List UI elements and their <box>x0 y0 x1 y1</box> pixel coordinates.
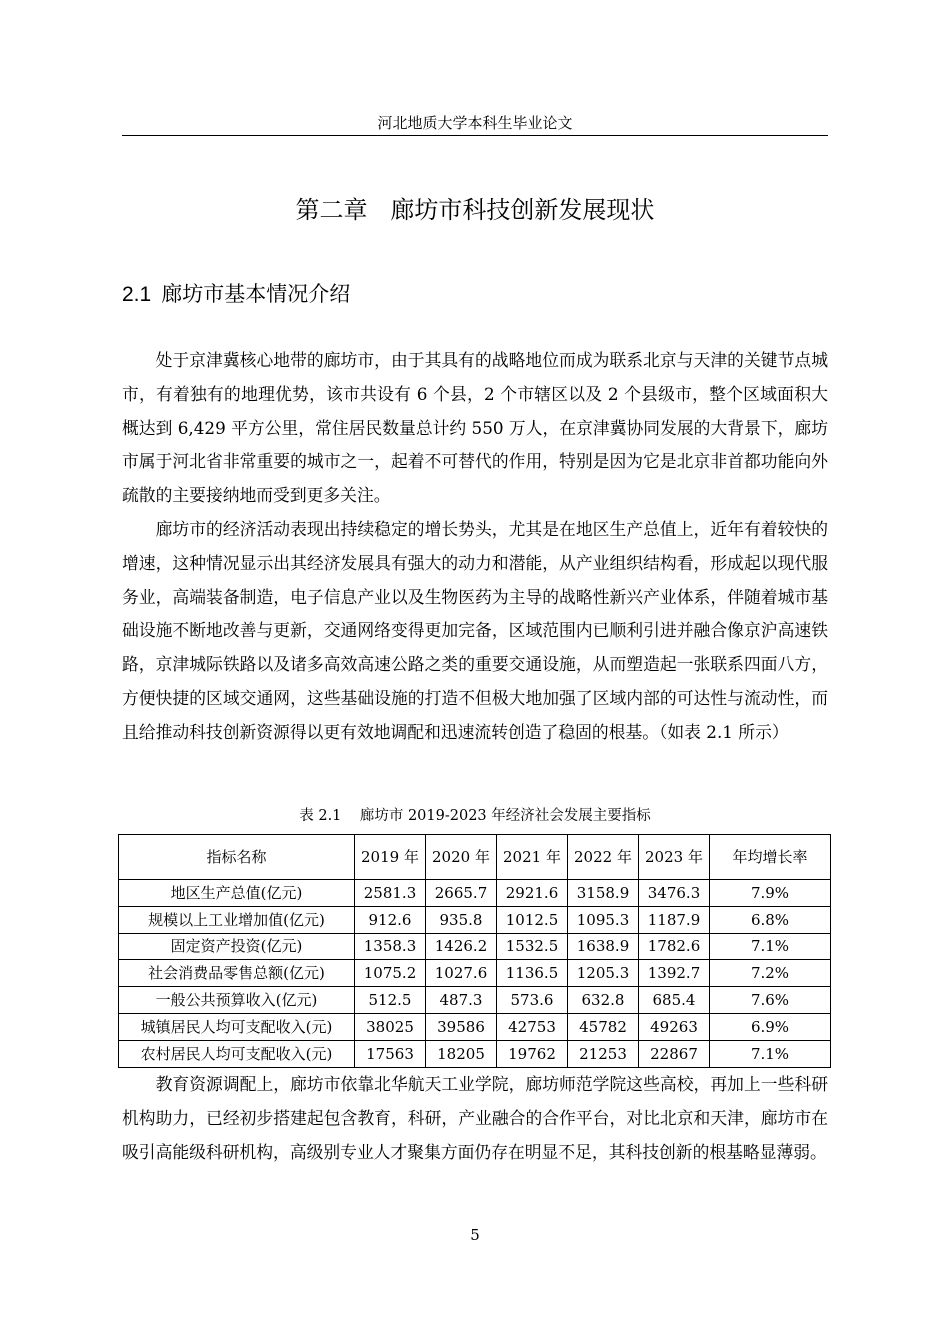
table-cell: 3476.3 <box>639 880 710 907</box>
table-row <box>119 987 831 1014</box>
table-cell: 地区生产总值(亿元) <box>119 880 355 907</box>
table-cell: 城镇居民人均可支配收入(元) <box>119 1013 355 1040</box>
table-cell: 1532.5 <box>497 933 568 960</box>
table-cell: 912.6 <box>355 906 426 933</box>
table-header-row <box>119 835 831 880</box>
column-header: 2021 年 <box>497 835 568 880</box>
chapter-title: 第二章 廊坊市科技创新发展现状 <box>295 196 655 224</box>
table-cell: 1012.5 <box>497 906 568 933</box>
table-row <box>119 1040 831 1067</box>
table-cell: 39586 <box>426 1013 497 1040</box>
table-cell: 935.8 <box>426 906 497 933</box>
column-header: 2020 年 <box>426 835 497 880</box>
table-cell: 22867 <box>639 1040 710 1067</box>
table-cell: 512.5 <box>355 987 426 1014</box>
table-cell: 2581.3 <box>355 880 426 907</box>
paragraph-1: 处于京津冀核心地带的廊坊市，由于其具有的战略地位而成为联系北京与天津的关键节点城市，有着独有的地理优势，该市共设有 6 个县，2 个市辖区以及 2 个县级市，整个区域面积大概达到 6,429 平方公里，常住居民数量总计约 550 万人，在京津冀协同发展的大背景下，廊坊市属于河北省非常重要的城市之一，起着不可替代的作用，特别是因为它是北京非首都功能向外疏散的主要接纳地而受到更多关注。 <box>122 350 828 506</box>
table-cell: 1205.3 <box>568 960 639 987</box>
table-cell: 632.8 <box>568 987 639 1014</box>
table-cell: 1358.3 <box>355 933 426 960</box>
section-number: 2.1 <box>122 283 152 306</box>
table-cell: 7.1% <box>710 933 831 960</box>
table-cell: 1782.6 <box>639 933 710 960</box>
table-cell: 2921.6 <box>497 880 568 907</box>
table-cell: 1136.5 <box>497 960 568 987</box>
table-cell: 21253 <box>568 1040 639 1067</box>
table-cell: 1027.6 <box>426 960 497 987</box>
table-cell: 573.6 <box>497 987 568 1014</box>
table-row <box>119 1013 831 1040</box>
column-header: 2019 年 <box>355 835 426 880</box>
table-cell: 1392.7 <box>639 960 710 987</box>
table-cell: 42753 <box>497 1013 568 1040</box>
table-cell: 7.2% <box>710 960 831 987</box>
table-cell: 1075.2 <box>355 960 426 987</box>
table-cell: 49263 <box>639 1013 710 1040</box>
table-cell: 19762 <box>497 1040 568 1067</box>
section-heading <box>122 276 350 313</box>
section-title-text: 廊坊市基本情况介绍 <box>161 282 351 306</box>
table-cell: 18205 <box>426 1040 497 1067</box>
column-header: 指标名称 <box>119 835 355 880</box>
table-cell: 一般公共预算收入(亿元) <box>119 987 355 1014</box>
column-header: 年均增长率 <box>710 835 831 880</box>
page-number: 5 <box>470 1226 480 1244</box>
table-row <box>119 880 831 907</box>
table-cell: 38025 <box>355 1013 426 1040</box>
column-header: 2023 年 <box>639 835 710 880</box>
running-header: 河北地质大学本科生毕业论文 <box>377 114 573 132</box>
table-cell: 1095.3 <box>568 906 639 933</box>
table-row <box>119 906 831 933</box>
header-rule <box>122 135 828 136</box>
table-cell: 45782 <box>568 1013 639 1040</box>
table-cell: 1187.9 <box>639 906 710 933</box>
table-cell: 7.6% <box>710 987 831 1014</box>
table-cell: 17563 <box>355 1040 426 1067</box>
table-row <box>119 933 831 960</box>
table-cell: 规模以上工业增加值(亿元) <box>119 906 355 933</box>
column-header: 2022 年 <box>568 835 639 880</box>
table-cell: 农村居民人均可支配收入(元) <box>119 1040 355 1067</box>
table-cell: 3158.9 <box>568 880 639 907</box>
paragraph-3: 教育资源调配上，廊坊市依靠北华航天工业学院，廊坊师范学院这些高校，再加上一些科研机构助力，已经初步搭建起包含教育，科研，产业融合的合作平台，对比北京和天津，廊坊市在吸引高能级科研机构，高级别专业人才聚集方面仍存在明显不足，其科技创新的根基略显薄弱。 <box>122 1074 828 1162</box>
paragraph-2: 廊坊市的经济活动表现出持续稳定的增长势头，尤其是在地区生产总值上，近年有着较快的增速，这种情况显示出其经济发展具有强大的动力和潜能，从产业组织结构看，形成起以现代服务业，高端装备制造，电子信息产业以及生物医药为主导的战略性新兴产业体系，伴随着城市基础设施不断地改善与更新，交通网络变得更加完备，区域范围内已顺利引进并融合像京沪高速铁路，京津城际铁路以及诸多高效高速公路之类的重要交通设施，从而塑造起一张联系四面八方，方便快捷的区域交通网，这些基础设施的打造不但极大地加强了区域内部的可达性与流动性，而且给推动科技创新资源得以更有效地调配和迅速流转创造了稳固的根基。（如表 2.1 所示） <box>122 519 828 742</box>
table-cell: 685.4 <box>639 987 710 1014</box>
table-cell: 7.9% <box>710 880 831 907</box>
table-cell: 6.8% <box>710 906 831 933</box>
table-cell: 2665.7 <box>426 880 497 907</box>
table-cell: 1638.9 <box>568 933 639 960</box>
table-caption: 表 2.1 廊坊市 2019-2023 年经济社会发展主要指标 <box>299 808 651 824</box>
table-row <box>119 960 831 987</box>
table-cell: 1426.2 <box>426 933 497 960</box>
table-cell: 社会消费品零售总额(亿元) <box>119 960 355 987</box>
indicators-table <box>118 834 831 1068</box>
table-cell: 487.3 <box>426 987 497 1014</box>
table-cell: 6.9% <box>710 1013 831 1040</box>
table-cell: 固定资产投资(亿元) <box>119 933 355 960</box>
table-cell: 7.1% <box>710 1040 831 1067</box>
